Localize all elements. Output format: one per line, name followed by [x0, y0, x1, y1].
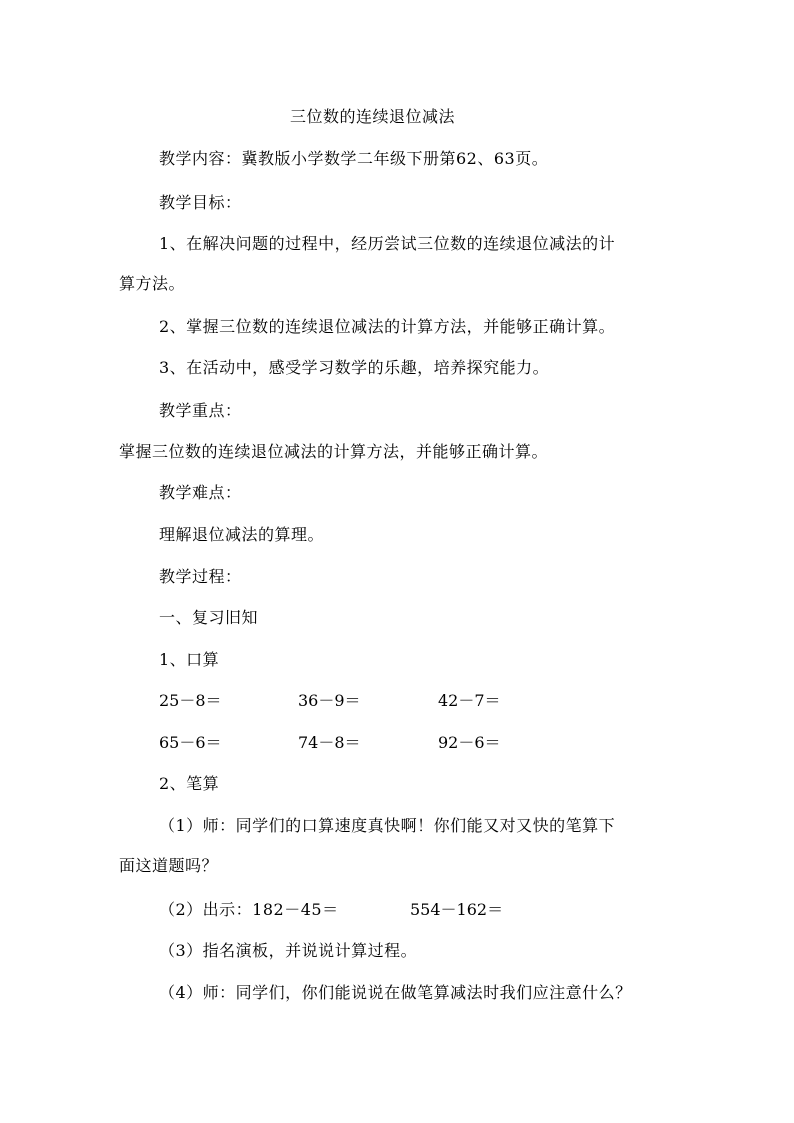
key-points-heading: 教学重点： [159, 401, 242, 420]
step-2-expression: 554－162＝ [410, 900, 504, 919]
step-1-line-1: （1）师：同学们的口算速度真快啊！你们能又对又快的笔算下 [159, 816, 616, 835]
oral-expression: 42－7＝ [438, 691, 501, 710]
teaching-content: 教学内容：冀教版小学数学二年级下册第62、63页。 [159, 149, 549, 168]
oral-expression: 65－6＝ [159, 733, 222, 752]
oral-expression: 25－8＝ [159, 691, 222, 710]
oral-expression: 36－9＝ [298, 691, 361, 710]
goal-3: 3、在活动中，感受学习数学的乐趣，培养探究能力。 [159, 358, 550, 377]
document-title: 三位数的连续退位减法 [290, 107, 456, 126]
oral-expression: 74－8＝ [298, 733, 361, 752]
step-2-label: （2）出示：182－45＝ [159, 900, 339, 919]
step-3: （3）指名演板，并说说计算过程。 [159, 941, 418, 960]
section-review: 一、复习旧知 [159, 608, 259, 627]
goal-1-line-1: 1、在解决问题的过程中，经历尝试三位数的连续退位减法的计 [159, 234, 616, 253]
step-1-line-2: 面这道题吗？ [119, 856, 219, 875]
written-calc-heading: 2、笔算 [159, 774, 220, 793]
difficulty-text: 理解退位减法的算理。 [159, 525, 325, 544]
key-points-text: 掌握三位数的连续退位减法的计算方法，并能够正确计算。 [119, 442, 549, 461]
process-heading: 教学过程： [159, 567, 242, 586]
oral-expression: 92－6＝ [438, 733, 501, 752]
goal-1-line-2: 算方法。 [119, 274, 186, 293]
goal-2: 2、掌握三位数的连续退位减法的计算方法，并能够正确计算。 [159, 317, 616, 336]
goals-heading: 教学目标： [159, 193, 242, 212]
difficulty-heading: 教学难点： [159, 483, 242, 502]
step-4: （4）师：同学们，你们能说说在做笔算减法时我们应注意什么？ [159, 983, 632, 1002]
oral-calc-heading: 1、口算 [159, 650, 220, 669]
